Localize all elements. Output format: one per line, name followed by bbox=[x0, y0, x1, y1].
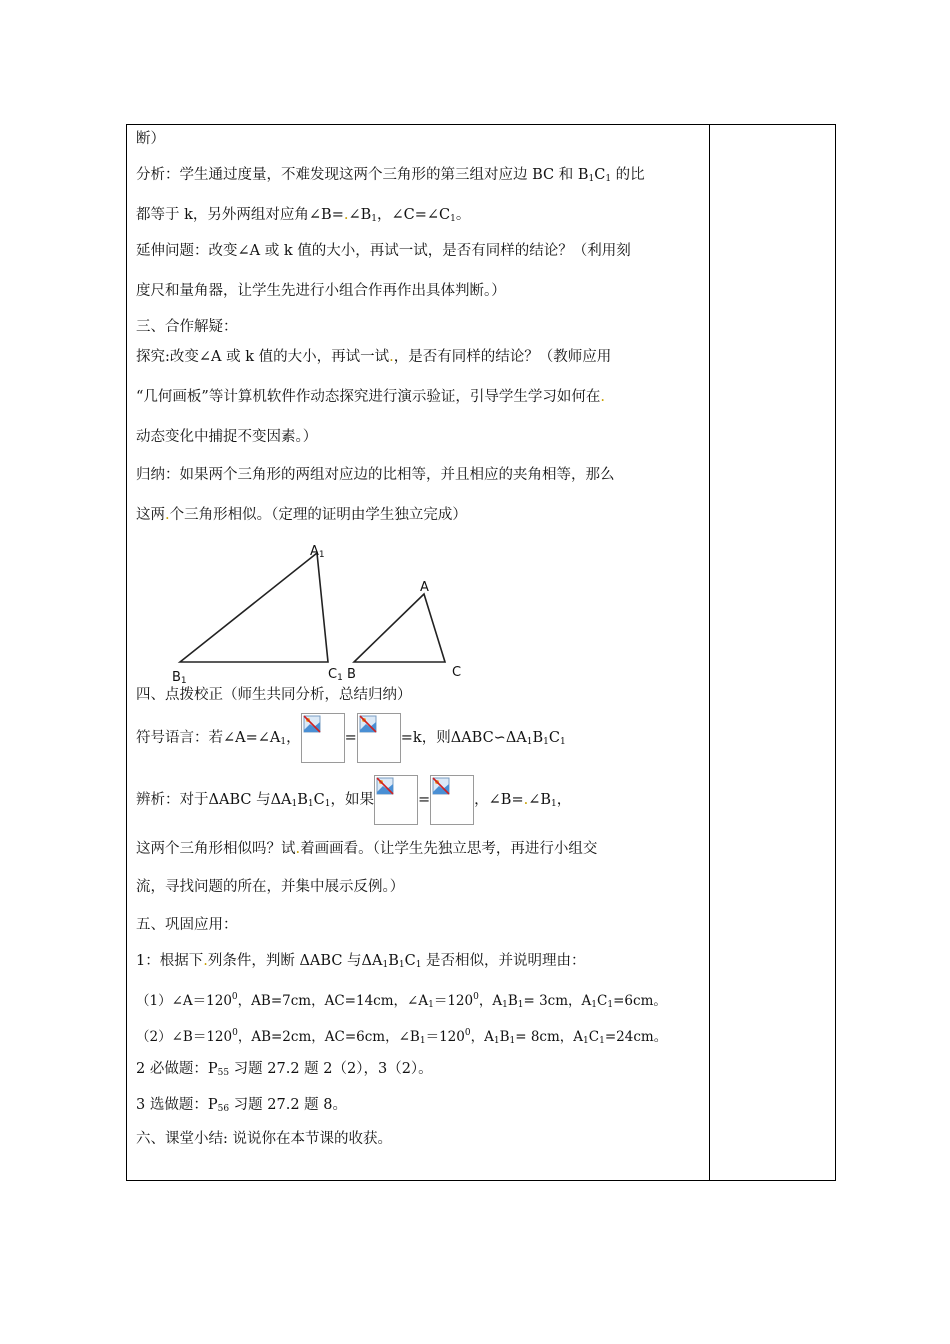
line-text: 2 必做题：P bbox=[136, 1061, 218, 1077]
exercise-line-1 bbox=[136, 951, 586, 975]
line-text: 这两个三角形相似吗？试 bbox=[136, 841, 296, 857]
mark-dot: . bbox=[203, 953, 208, 969]
line-text: = 8cm，A bbox=[515, 1029, 584, 1045]
triangle-a1b1c1 bbox=[180, 553, 328, 662]
triangles-svg bbox=[172, 545, 462, 685]
line-text: ∠B bbox=[348, 207, 372, 223]
subscript: 1 bbox=[450, 214, 456, 224]
optional-homework-line bbox=[136, 1095, 347, 1119]
subscript: 1 bbox=[526, 737, 533, 747]
extension-line-1 bbox=[136, 241, 631, 261]
subscript: 1 bbox=[415, 960, 422, 970]
line-text: ，AB=2cm，AC=6cm，∠B bbox=[237, 1029, 420, 1045]
mark-dot: . bbox=[295, 841, 301, 857]
subscript: 1 bbox=[324, 799, 331, 809]
mark-dot: . bbox=[600, 389, 605, 405]
line-text: 个三角形相似。（定理的证明由学生独立完成） bbox=[169, 507, 467, 523]
summary-line-2 bbox=[136, 505, 467, 525]
explore-line-2 bbox=[136, 387, 605, 407]
analysis-line-2 bbox=[136, 205, 470, 229]
mark-dot: . bbox=[165, 507, 170, 523]
discrimination-line-3 bbox=[136, 877, 404, 897]
superscript: 0 bbox=[232, 1028, 238, 1038]
line-text: ＝120 bbox=[425, 1029, 465, 1045]
line-text: =24cm。 bbox=[604, 1029, 668, 1045]
lesson-table bbox=[126, 124, 836, 1181]
line-text: 六、课堂小结: 说说你在本节课的收获。 bbox=[136, 1131, 392, 1147]
label-c: C bbox=[452, 665, 462, 680]
line-text: 的比 bbox=[611, 167, 645, 183]
analysis-line-1 bbox=[136, 165, 645, 189]
line-text: 动态变化中捕捉不变因素。） bbox=[136, 429, 318, 445]
line-text: 归纳：如果两个三角形的两组对应边的比相等，并且相应的夹角相等，那么 bbox=[136, 467, 615, 483]
line-text: 度尺和量角器，让学生先进行小组合作再作出具体判断。） bbox=[136, 283, 506, 299]
line-text: B bbox=[388, 953, 399, 969]
line-text: 断） bbox=[136, 131, 165, 147]
mark-dot: . bbox=[343, 207, 349, 223]
line-text: 着画画看。（让学生先独立思考，再进行小组交 bbox=[300, 841, 598, 857]
subscript: 1 bbox=[398, 960, 405, 970]
line-text: 分析：学生通过度量，不难发现这两个三角形的第三组对应边 BC 和 B bbox=[136, 167, 589, 183]
section-heading-5 bbox=[136, 915, 238, 935]
line-text: ，∠C=∠C bbox=[377, 207, 451, 223]
discrimination-line-2 bbox=[136, 839, 597, 859]
line-text: 习题 27.2 题 8。 bbox=[229, 1097, 347, 1113]
triangle-abc bbox=[354, 594, 445, 662]
subscript: 1 bbox=[371, 214, 378, 224]
line-text: =k，则 bbox=[400, 730, 451, 746]
line-text: 符号语言：若∠A=∠A bbox=[136, 730, 281, 746]
label-a1: A1 bbox=[310, 545, 325, 560]
subscript: 56 bbox=[217, 1104, 230, 1114]
line-text: = bbox=[344, 730, 357, 746]
line-text: （1）∠A＝120 bbox=[136, 993, 232, 1009]
line-text: C bbox=[548, 730, 561, 746]
section-heading-6 bbox=[136, 1129, 392, 1149]
subscript: 1 bbox=[599, 1036, 605, 1046]
subscript: 1 bbox=[291, 799, 298, 809]
section-heading-4 bbox=[136, 685, 412, 705]
line-text: 3 选做题：P bbox=[136, 1097, 218, 1113]
line-text: ，A bbox=[478, 993, 503, 1009]
line-text: 是否相似，并说明理由： bbox=[421, 953, 586, 969]
exercise-item-2 bbox=[136, 1023, 667, 1051]
line-text: 习题 27.2 题 2（2），3（2）。 bbox=[229, 1061, 433, 1077]
line-text: 1：根据下 bbox=[136, 953, 204, 969]
summary-line-1 bbox=[136, 465, 615, 485]
ratio-image-placeholder bbox=[357, 713, 401, 763]
line-text: 都等于 k，另外两组对应角∠B= bbox=[136, 207, 344, 223]
line-text: ，A bbox=[470, 1029, 494, 1045]
subscript: 1 bbox=[543, 737, 549, 747]
subscript: 1 bbox=[583, 1036, 589, 1046]
text-line bbox=[136, 129, 165, 149]
line-text: C bbox=[594, 167, 606, 183]
ratio-image-placeholder bbox=[301, 713, 345, 763]
subscript: 1 bbox=[509, 1036, 516, 1046]
subscript: 1 bbox=[551, 799, 557, 809]
line-text: C bbox=[597, 993, 608, 1009]
line-text: 辨析：对于ΔABC 与ΔA bbox=[136, 792, 292, 808]
line-text: C bbox=[404, 953, 416, 969]
mark-dot: . bbox=[389, 349, 394, 365]
line-text: B bbox=[499, 1029, 510, 1045]
subscript: 1 bbox=[428, 1000, 434, 1010]
line-text: B bbox=[297, 792, 308, 808]
line-text: ， bbox=[556, 792, 572, 808]
subscript: 1 bbox=[591, 1000, 598, 1010]
line-text: ，∠B= bbox=[474, 792, 524, 808]
line-text: = bbox=[417, 792, 431, 808]
line-text: C bbox=[588, 1029, 600, 1045]
broken-image-icon bbox=[359, 715, 377, 733]
broken-image-icon bbox=[432, 777, 450, 795]
line-text: ΔABC∽ΔA bbox=[450, 730, 527, 746]
line-text: 三、合作解疑： bbox=[136, 319, 238, 335]
line-text: ，AB=7cm，AC=14cm，∠A bbox=[237, 993, 429, 1009]
subscript: 1 bbox=[560, 737, 566, 747]
line-text: 这两 bbox=[136, 507, 165, 523]
required-homework-line bbox=[136, 1059, 433, 1083]
extension-line-2 bbox=[136, 281, 506, 301]
explore-line-3 bbox=[136, 427, 317, 447]
subscript: 1 bbox=[502, 1000, 508, 1010]
broken-image-icon bbox=[303, 715, 321, 733]
symbol-language-line bbox=[136, 713, 566, 767]
label-a: A bbox=[420, 580, 429, 595]
ratio-image-placeholder bbox=[430, 775, 474, 825]
label-b1: B1 bbox=[172, 670, 187, 685]
exercise-item-1 bbox=[136, 987, 667, 1015]
subscript: 1 bbox=[419, 1036, 426, 1046]
line-text: = 3cm，A bbox=[523, 993, 592, 1009]
line-text: =6cm。 bbox=[613, 993, 667, 1009]
line-text: ∠B bbox=[528, 792, 552, 808]
line-text: ， bbox=[286, 730, 301, 746]
broken-image-icon bbox=[376, 777, 394, 795]
line-text: B bbox=[532, 730, 544, 746]
superscript: 0 bbox=[231, 992, 238, 1002]
explore-line-1 bbox=[136, 347, 611, 367]
line-text: 延伸问题：改变∠A 或 k 值的大小，再试一试，是否有同样的结论？（利用刻 bbox=[136, 243, 631, 259]
line-text: 列条件，判断 ΔABC 与ΔA bbox=[207, 953, 383, 969]
superscript: 0 bbox=[464, 1028, 471, 1038]
line-text: “几何画板”等计算机软件作动态探究进行演示验证，引导学生学习如何在 bbox=[136, 389, 601, 405]
line-text: 探究:改变∠A 或 k 值的大小，再试一试 bbox=[136, 349, 390, 365]
line-text: （2）∠B＝120 bbox=[136, 1029, 233, 1045]
subscript: 1 bbox=[280, 737, 287, 747]
line-text: 五、巩固应用： bbox=[136, 917, 238, 933]
line-text: 四、点拨校正（师生共同分析，总结归纳） bbox=[136, 687, 412, 703]
subscript: 1 bbox=[307, 799, 314, 809]
triangles-figure bbox=[172, 545, 462, 689]
line-text: ，如果 bbox=[330, 792, 374, 808]
subscript: 1 bbox=[382, 960, 389, 970]
line-text: C bbox=[313, 792, 325, 808]
subscript: 1 bbox=[493, 1036, 500, 1046]
line-text: 流，寻找问题的所在，并集中展示反例。） bbox=[136, 879, 405, 895]
ratio-image-placeholder bbox=[374, 775, 418, 825]
subscript: 1 bbox=[605, 174, 612, 184]
mark-dot: . bbox=[523, 792, 529, 808]
subscript: 55 bbox=[217, 1068, 230, 1078]
subscript: 1 bbox=[517, 1000, 524, 1010]
subscript: 1 bbox=[588, 174, 595, 184]
section-heading-3 bbox=[136, 317, 238, 337]
line-text: 。 bbox=[455, 207, 471, 223]
label-c1: C1 bbox=[328, 667, 343, 683]
label-b: B bbox=[347, 667, 356, 682]
subscript: 1 bbox=[607, 1000, 614, 1010]
superscript: 0 bbox=[473, 992, 479, 1002]
column-divider bbox=[709, 125, 710, 1180]
discrimination-line-1 bbox=[136, 775, 571, 829]
line-text: ＝120 bbox=[433, 993, 474, 1009]
line-text: B bbox=[507, 993, 518, 1009]
line-text: ，是否有同样的结论？（教师应用 bbox=[393, 349, 612, 365]
